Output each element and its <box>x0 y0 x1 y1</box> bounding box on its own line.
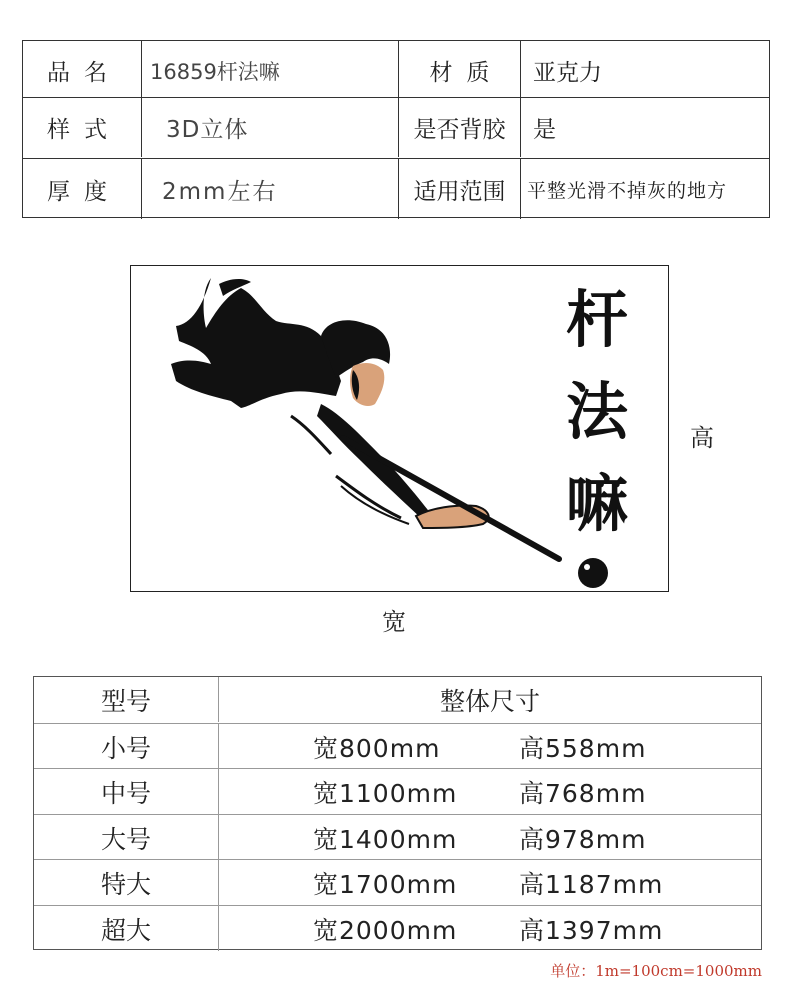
size-width: 宽800mm <box>313 733 441 763</box>
spec-label: 样式 <box>47 117 121 143</box>
spec-value: 平整光滑不掉灰的地方 <box>520 159 771 219</box>
size-height: 高1187mm <box>519 869 664 899</box>
spec-row <box>23 158 769 219</box>
spec-value: 是 <box>520 98 771 157</box>
product-image <box>130 265 669 592</box>
size-model: 中号 <box>100 778 151 808</box>
spec-value: 3D立体 <box>141 98 398 157</box>
spec-label: 适用范围 <box>398 159 520 219</box>
cue-stick <box>343 438 559 559</box>
cue-ball <box>578 558 608 588</box>
unit-note: 单位：1m=100cm=1000mm <box>550 962 762 980</box>
size-model: 小号 <box>100 733 151 763</box>
size-height: 高768mm <box>519 778 647 808</box>
spec-value: 2mm左右 <box>141 159 398 219</box>
product-name-char: 嘛 <box>565 467 628 540</box>
size-dims <box>218 724 761 769</box>
spec-value: 16859杆法嘛 <box>141 41 398 100</box>
width-label: 宽 <box>382 608 406 636</box>
size-row <box>34 723 761 769</box>
size-dims <box>218 906 761 951</box>
product-name-text <box>552 274 642 550</box>
product-name-char: 法 <box>565 375 628 448</box>
dims-header: 整体尺寸 <box>218 677 761 722</box>
size-dims <box>218 860 761 905</box>
spec-table <box>22 40 770 218</box>
size-row <box>34 859 761 905</box>
size-table <box>33 676 762 950</box>
product-name-char: 杆 <box>565 283 628 356</box>
size-model: 大号 <box>100 824 151 854</box>
size-model: 特大 <box>100 869 151 899</box>
size-model: 超大 <box>100 915 151 945</box>
size-dims <box>218 815 761 860</box>
spec-value: 亚克力 <box>520 41 771 100</box>
spec-row <box>23 41 769 100</box>
cloth-silhouette <box>171 278 341 408</box>
size-height: 高558mm <box>519 733 647 763</box>
size-height: 高978mm <box>519 824 647 854</box>
size-width: 宽2000mm <box>313 915 458 945</box>
size-row <box>34 768 761 814</box>
size-row <box>34 814 761 860</box>
spec-row <box>23 97 769 157</box>
spec-label: 材质 <box>398 41 520 100</box>
size-row <box>34 905 761 951</box>
model-header: 型号 <box>100 686 151 716</box>
size-width: 宽1700mm <box>313 869 458 899</box>
size-height: 高1397mm <box>519 915 664 945</box>
size-dims <box>218 769 761 814</box>
height-label: 高 <box>690 424 714 452</box>
size-width: 宽1400mm <box>313 824 458 854</box>
spec-label: 厚度 <box>47 178 121 205</box>
cue-ball-highlight <box>584 564 590 570</box>
size-width: 宽1100mm <box>313 778 458 808</box>
spec-label: 是否背胶 <box>398 98 520 157</box>
spec-label: 品名 <box>47 60 121 86</box>
size-table-header <box>34 677 761 722</box>
